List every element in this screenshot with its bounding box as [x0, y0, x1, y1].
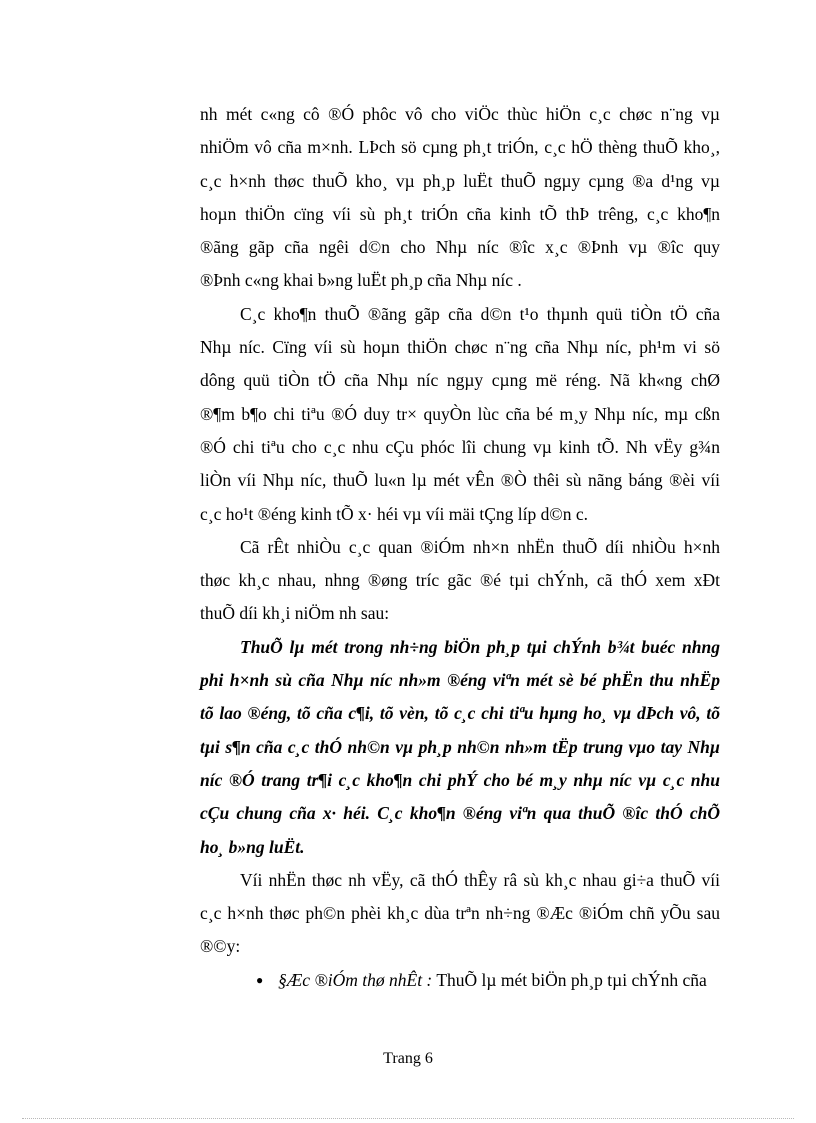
text-line: thuÕ díi kh¸i niÖm nh sau: [200, 603, 390, 624]
text-line: thøc kh¸c nhau, nhng ®øng tríc gãc ®é tµi chÝnh, cã thÓ xem xÐt [200, 570, 720, 591]
text-line: ®Þnh c«ng khai b»ng luËt ph¸p cña Nhµ níc . [200, 270, 522, 291]
text-line: Cã rÊt nhiÒu c¸c quan ®iÓm nh×n nhËn thuÕ díi nhiÒu h×nh [240, 536, 720, 557]
text-line: ®¶m b¶o chi tiªu ®Ó duy tr× quyÒn lùc cña bé m¸y Nhµ níc, mµ cßn [200, 403, 720, 424]
page-number: Trang 6 [383, 1050, 433, 1067]
text-line: tµi s¶n cña c¸c thÓ nh©n vµ ph¸p nh©n nh»m tËp trung vµo tay Nhµ [200, 736, 720, 757]
text-line: c¸c h×nh thøc ph©n phèi kh¸c dùa trªn nh÷ng ®Æc ®iÓm chñ yÕu sau [200, 903, 720, 924]
text-line: liÒn víi Nhµ níc, thuÕ lu«n lµ mét vÊn ®Ò thêi sù nãng báng ®èi víi [200, 470, 720, 491]
text-line: Víi nhËn thøc nh vËy, cã thÓ thÊy râ sù kh¸c nhau gi÷a thuÕ víi [240, 869, 720, 890]
text-line: ThuÕ lµ mét trong nh÷ng biÖn ph¸p tµi chÝnh b¾t buéc nhng [240, 636, 720, 657]
text-line: c¸c ho¹t ®éng kinh tÕ x· héi vµ víi mäi tÇng líp d©n c. [200, 503, 588, 524]
bullet-text: ThuÕ lµ mét biÖn ph¸p tµi chÝnh cña [432, 969, 707, 990]
text-line: c¸c h×nh thøc thuÕ kho¸ vµ ph¸p luËt thuÕ ngµy cµng ®a d¹ng vµ [200, 170, 720, 191]
page-bottom-rule [22, 1118, 794, 1119]
text-line: ®©y: [200, 936, 241, 957]
text-line: níc ®Ó trang tr¶i c¸c kho¶n chi phÝ cho bé m¸y nhµ níc vµ c¸c nhu [200, 769, 720, 790]
text-line: Nhµ níc. Cïng víi sù hoµn thiÖn chøc n¨ng cña Nhµ níc, ph¹m vi sö [200, 337, 720, 358]
bullet-item [200, 964, 720, 997]
text-line: cÇu chung cña x· héi. C¸c kho¶n ®éng viªn qua thuÕ ®îc thÓ chÕ [200, 803, 720, 824]
text-line: nhiÖm vô cña m×nh. LÞch sö cµng ph¸t triÓn, c¸c hÖ thèng thuÕ kho¸, [200, 137, 720, 158]
text-line: hoµn thiÖn cïng víi sù ph¸t triÓn cña kinh tÕ thÞ trêng, c¸c kho¶n [200, 203, 720, 224]
bullet-icon: ● [256, 972, 264, 987]
bullet-label: §Æc ®iÓm thø nhÊt : [278, 969, 433, 990]
text-line: nh mét c«ng cô ®Ó phôc vô cho viÖc thùc hiÖn c¸c chøc n¨ng vµ [200, 104, 720, 124]
text-line: tõ lao ®éng, tõ cña c¶i, tõ vèn, tõ c¸c chi tiªu hµng ho¸ vµ dÞch vô, tõ [200, 703, 720, 724]
text-line: C¸c kho¶n thuÕ ®ãng gãp cña d©n t¹o thµnh quü tiÒn tÖ cña [240, 303, 720, 324]
bullet-content [256, 970, 707, 990]
text-line: ®ãng gãp cña ngêi d©n cho Nhµ níc ®îc x¸c ®Þnh vµ ®îc quy [200, 237, 720, 258]
text-line: ®Ó chi tiªu cho c¸c nhu cÇu phóc lîi chung vµ kinh tÕ. Nh vËy g¾n [200, 436, 720, 457]
text-line: dông quü tiÒn tÖ cña Nhµ níc ngµy cµng më réng. Nã kh«ng chØ [200, 370, 720, 391]
text-line: ho¸ b»ng luËt. [200, 836, 305, 857]
body-text [200, 98, 720, 997]
text-line: phi h×nh sù cña Nhµ níc nh»m ®éng viªn mét sè bé phËn thu nhËp [200, 670, 720, 691]
